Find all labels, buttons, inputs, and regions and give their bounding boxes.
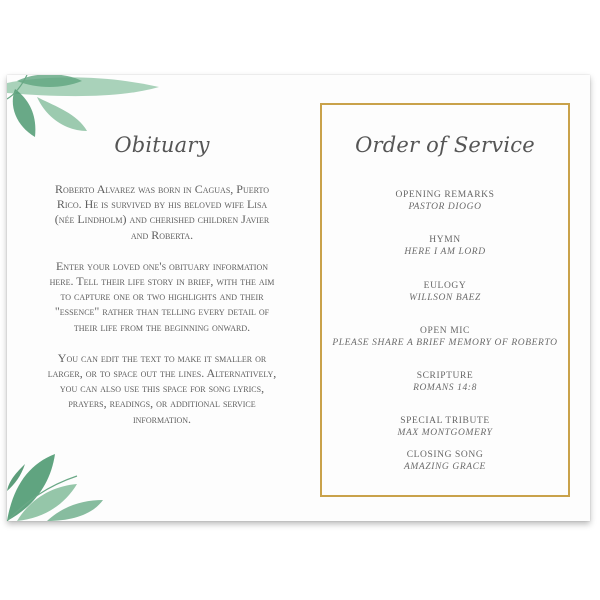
service-item-hymn [322,234,568,258]
eucalyptus-leaves-bottom-left [7,446,117,521]
service-item-opening-remarks [322,189,568,213]
service-heading: HYMN [429,235,461,245]
service-detail: AMAZING GRACE [404,462,486,472]
obituary-title: Obituary [114,133,210,157]
order-of-service-title: Order of Service [355,133,535,157]
service-detail: PLEASE SHARE A BRIEF MEMORY OF ROBERTO [332,338,558,348]
service-item-eulogy [322,280,568,304]
service-item-special-tribute [322,415,568,439]
obituary-paragraph: Enter your loved one's obituary information here. Tell their life story in brief, with the aim to capture one or two highlights and their "essence" rather than telling every detail of their life from the beginning onward. [49,258,275,334]
service-heading: OPEN MIC [420,326,470,336]
service-item-scripture [322,370,568,394]
service-heading: OPENING REMARKS [395,190,495,200]
service-heading: EULOGY [423,281,467,291]
service-heading: SCRIPTURE [416,371,474,381]
program-spread [7,75,590,521]
obituary-body [47,182,277,443]
service-detail: HERE I AM LORD [404,247,486,257]
obituary-paragraph: Roberto Alvarez was born in Caguas, Puerto Rico. He is survived by his beloved wife Lisa (née Lindholm) and cherished children Javier and Roberta. [54,182,270,242]
service-heading: SPECIAL TRIBUTE [400,416,490,426]
service-detail: WILLSON BAEZ [409,293,481,303]
service-detail: MAX MONTGOMERY [397,428,493,438]
service-item-open-mic [322,325,568,349]
service-detail: ROMANS 14:8 [413,383,477,393]
obituary-paragraph: You can edit the text to make it smaller or larger, or to space out the lines. Alternatively, you can also use this space for song lyrics, prayers, readings, or additional service information. [47,350,277,426]
service-detail: PASTOR DIOGO [408,202,482,212]
service-item-closing-song [322,449,568,473]
service-heading: CLOSING SONG [406,450,484,460]
order-of-service-frame [320,103,570,497]
